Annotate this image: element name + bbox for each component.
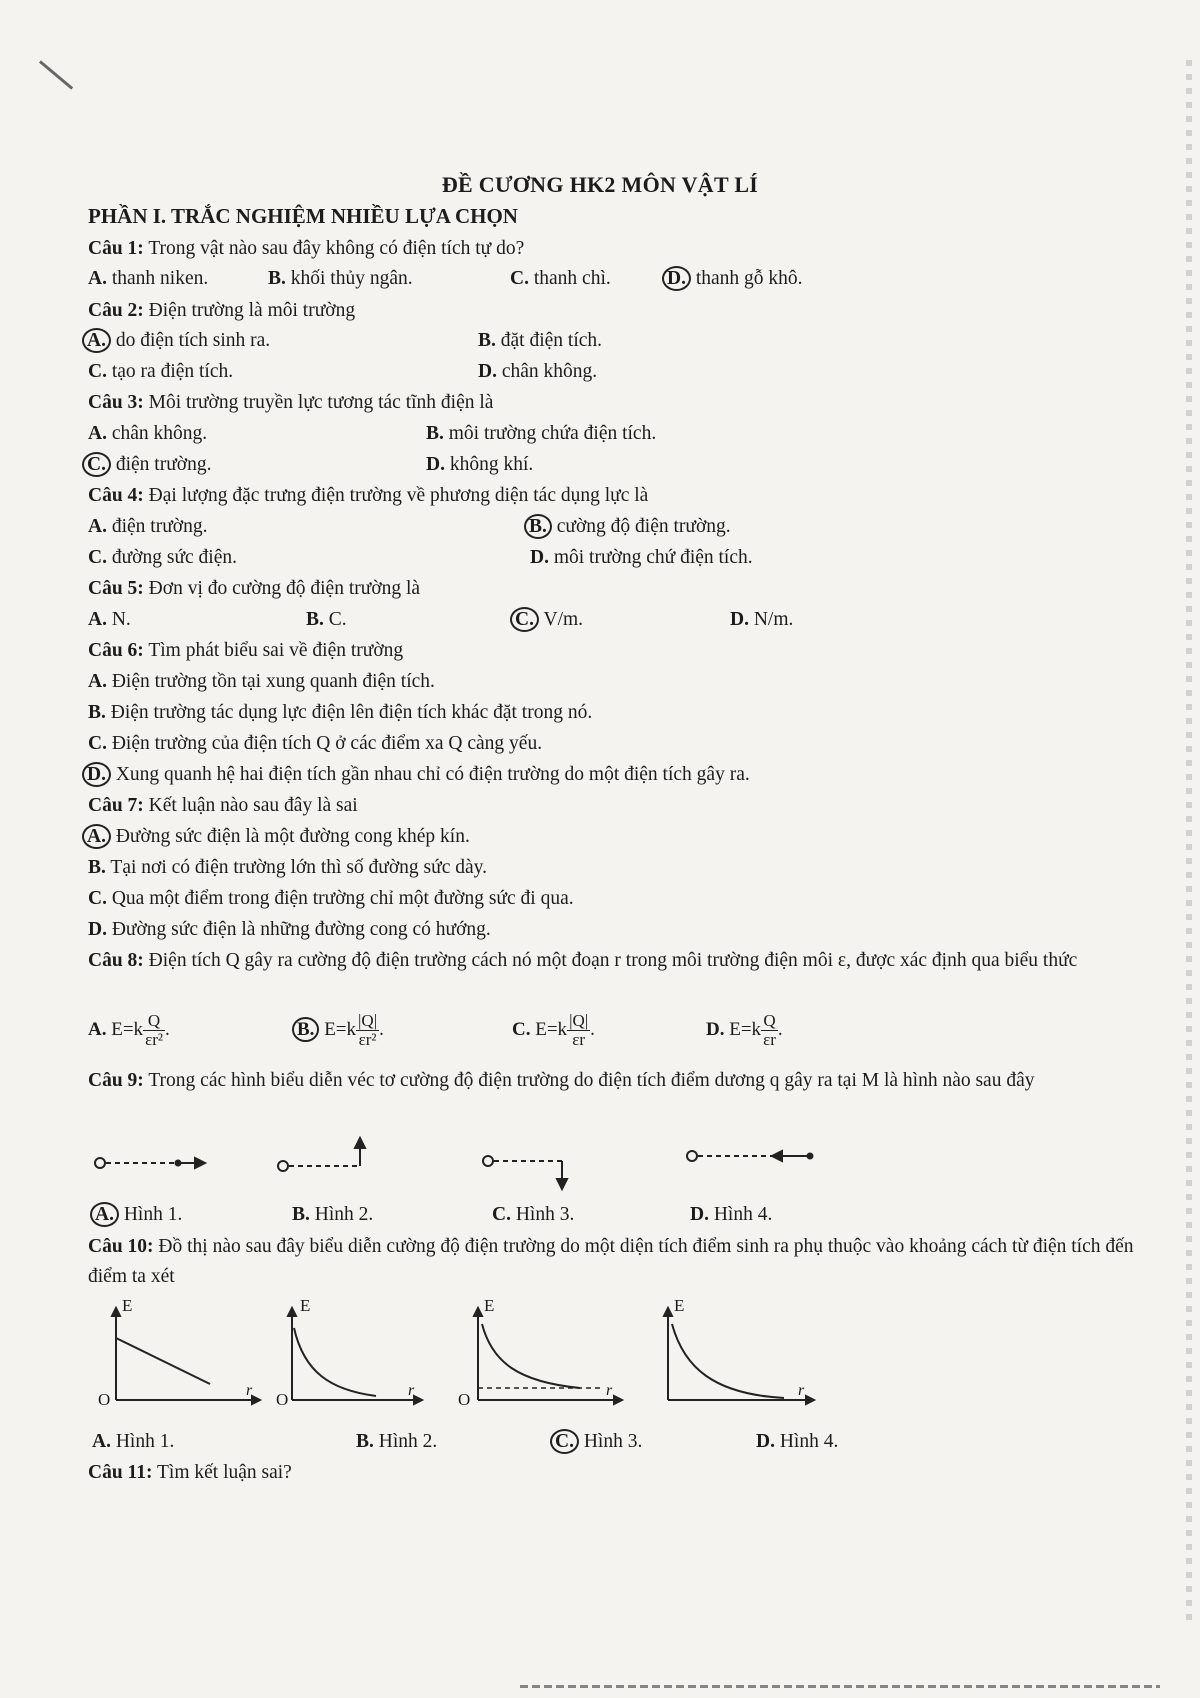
q7-option-d: D. Đường sức điện là những đường cong có hướng. bbox=[88, 919, 491, 940]
q10-option-a: A. Hình 1. bbox=[92, 1431, 175, 1452]
q2-option-a: A. do điện tích sinh ra. bbox=[88, 330, 270, 352]
figure-1-vector bbox=[95, 1158, 205, 1168]
graph-4-curve bbox=[672, 1324, 784, 1398]
question-1: Câu 1: Trong vật nào sau đây không có điện tích tự do? bbox=[88, 238, 525, 259]
answer-circle: C. bbox=[550, 1429, 579, 1454]
q5-option-c: C. V/m. bbox=[516, 609, 583, 631]
answer-circle: C. bbox=[82, 452, 111, 477]
q6-option-d: D. Xung quanh hệ hai điện tích gần nhau chỉ có điện trường do một điện tích gây ra. bbox=[88, 764, 750, 786]
q8-option-a: A. E=k $\frac{Q}{\text{εr²}}$ . bbox=[88, 1011, 170, 1049]
question-6: Câu 6: Tìm phát biểu sai về điện trường bbox=[88, 640, 404, 661]
question-3: Câu 3: Môi trường truyền lực tương tác tĩnh điện là bbox=[88, 392, 494, 413]
question-7: Câu 7: Kết luận nào sau đây là sai bbox=[88, 795, 358, 816]
page-edge bbox=[1186, 60, 1192, 1620]
q5-option-d: D. N/m. bbox=[730, 609, 794, 630]
figure-3-vector bbox=[483, 1156, 567, 1189]
q7-option-b: B. Tại nơi có điện trường lớn thì số đường sức dày. bbox=[88, 857, 488, 878]
q3-option-a: A. chân không. bbox=[88, 423, 208, 444]
question-4: Câu 4: Đại lượng đặc trưng điện trường về phương diện tác dụng lực là bbox=[88, 485, 649, 506]
scan-edge-bottom bbox=[520, 1685, 1160, 1688]
q10-option-c: C. Hình 3. bbox=[556, 1431, 642, 1453]
q7-option-c: C. Qua một điểm trong điện trường chỉ một đường sức đi qua. bbox=[88, 888, 574, 909]
question-5: Câu 5: Đơn vị đo cường độ điện trường là bbox=[88, 578, 421, 599]
origin-label: O bbox=[458, 1390, 471, 1409]
graph-1 bbox=[98, 1296, 268, 1412]
q1-option-d: D. thanh gỗ khô. bbox=[668, 268, 803, 290]
origin-label: O bbox=[98, 1390, 111, 1409]
q6-option-a: A. Điện trường tồn tại xung quanh điện tích. bbox=[88, 671, 435, 692]
y-axis-label: E bbox=[300, 1296, 311, 1315]
answer-circle: A. bbox=[90, 1202, 119, 1227]
q2-option-b: B. đặt điện tích. bbox=[478, 330, 603, 351]
question-8: Câu 8: Điện tích Q gây ra cường độ điện trường cách nó một đoạn r trong môi trường điện môi ε, được xác định qua biểu thức bbox=[88, 950, 1078, 971]
q1-option-b: B. khối thủy ngân. bbox=[268, 268, 413, 289]
q10-option-b: B. Hình 2. bbox=[356, 1431, 438, 1452]
graph-4 bbox=[654, 1296, 824, 1412]
q7-option-a: A. Đường sức điện là một đường cong khép kín. bbox=[88, 826, 470, 848]
q3-option-b: B. môi trường chứa điện tích. bbox=[426, 423, 657, 444]
q2-option-c: C. tạo ra điện tích. bbox=[88, 361, 234, 382]
graph-3 bbox=[458, 1296, 632, 1412]
q5-option-a: A. N. bbox=[88, 609, 131, 630]
answer-circle: D. bbox=[662, 266, 691, 291]
origin-label: O bbox=[276, 1390, 289, 1409]
q9-option-c: C. Hình 3. bbox=[492, 1204, 575, 1225]
q1-option-a: A. thanh niken. bbox=[88, 268, 209, 289]
x-axis-label: r bbox=[798, 1382, 805, 1399]
answer-circle: C. bbox=[510, 607, 539, 632]
q3-option-d: D. không khí. bbox=[426, 454, 534, 475]
section-heading: PHẦN I. TRẮC NGHIỆM NHIỀU LỰA CHỌN bbox=[88, 204, 518, 228]
question-10: Câu 10: Đồ thị nào sau đây biểu diễn cường độ điện trường do một diện tích điểm sinh ra phụ thuộc vào khoảng cách từ điện tích đến điểm ta xét bbox=[88, 1236, 1134, 1287]
x-axis-label: r bbox=[606, 1382, 613, 1399]
q6-option-b: B. Điện trường tác dụng lực điện lên điện tích khác đặt trong nó. bbox=[88, 702, 593, 723]
q3-option-c: C. điện trường. bbox=[88, 454, 211, 476]
q4-option-c: C. đường sức điện. bbox=[88, 547, 237, 568]
y-axis-label: E bbox=[674, 1296, 685, 1315]
q5-option-b: B. C. bbox=[306, 609, 347, 630]
q9-option-b: B. Hình 2. bbox=[292, 1204, 374, 1225]
q10-option-d: D. Hình 4. bbox=[756, 1431, 839, 1452]
q4-option-d: D. môi trường chứ điện tích. bbox=[530, 547, 753, 568]
answer-circle: B. bbox=[524, 514, 552, 539]
y-axis-label: E bbox=[484, 1296, 495, 1315]
answer-circle: A. bbox=[82, 328, 111, 353]
q8-option-b: B. E=k $\frac{|Q|}{\text{εr²}}$ . bbox=[298, 1012, 384, 1049]
q2-option-d: D. chân không. bbox=[478, 361, 598, 382]
answer-circle: B. bbox=[292, 1017, 319, 1042]
q9-option-a: A. Hình 1. bbox=[96, 1204, 182, 1226]
figure-2-vector bbox=[278, 1138, 365, 1171]
q4-option-a: A. điện trường. bbox=[88, 516, 208, 537]
graph-1-axes bbox=[98, 1302, 268, 1412]
page-title: ĐỀ CƯƠNG HK2 MÔN VẬT LÍ bbox=[441, 172, 759, 197]
q9-option-d: D. Hình 4. bbox=[690, 1204, 773, 1225]
graph-2-curve bbox=[294, 1328, 376, 1396]
answer-circle: A. bbox=[82, 824, 111, 849]
y-axis-label: E bbox=[122, 1296, 133, 1315]
q1-option-c: C. thanh chì. bbox=[510, 268, 611, 289]
q6-option-c: C. Điện trường của điện tích Q ở các điểm xa Q càng yếu. bbox=[88, 733, 543, 754]
question-2: Câu 2: Điện trường là môi trường bbox=[88, 300, 356, 321]
figure-4-vector bbox=[687, 1151, 813, 1161]
x-axis-label: r bbox=[408, 1382, 415, 1399]
x-axis-label: r bbox=[246, 1382, 253, 1399]
graph-1-curve bbox=[116, 1338, 210, 1384]
question-11: Câu 11: Tìm kết luận sai? bbox=[88, 1462, 292, 1483]
question-9: Câu 9: Trong các hình biểu diễn véc tơ cường độ điện trường do điện tích điểm dương q gây ra tại M là hình nào sau đây bbox=[88, 1070, 1035, 1091]
answer-circle: D. bbox=[82, 762, 111, 787]
q4-option-b: B. cường độ điện trường. bbox=[530, 516, 731, 538]
pen-mark bbox=[39, 60, 73, 89]
graph-2 bbox=[276, 1296, 430, 1412]
graph-3-curve bbox=[482, 1324, 580, 1388]
q8-option-c: C. E=k $\frac{|Q|}{\varepsilon r}$ . bbox=[512, 1011, 595, 1049]
q8-option-d: D. E=k $\frac{Q}{\varepsilon r}$ . bbox=[706, 1011, 783, 1049]
